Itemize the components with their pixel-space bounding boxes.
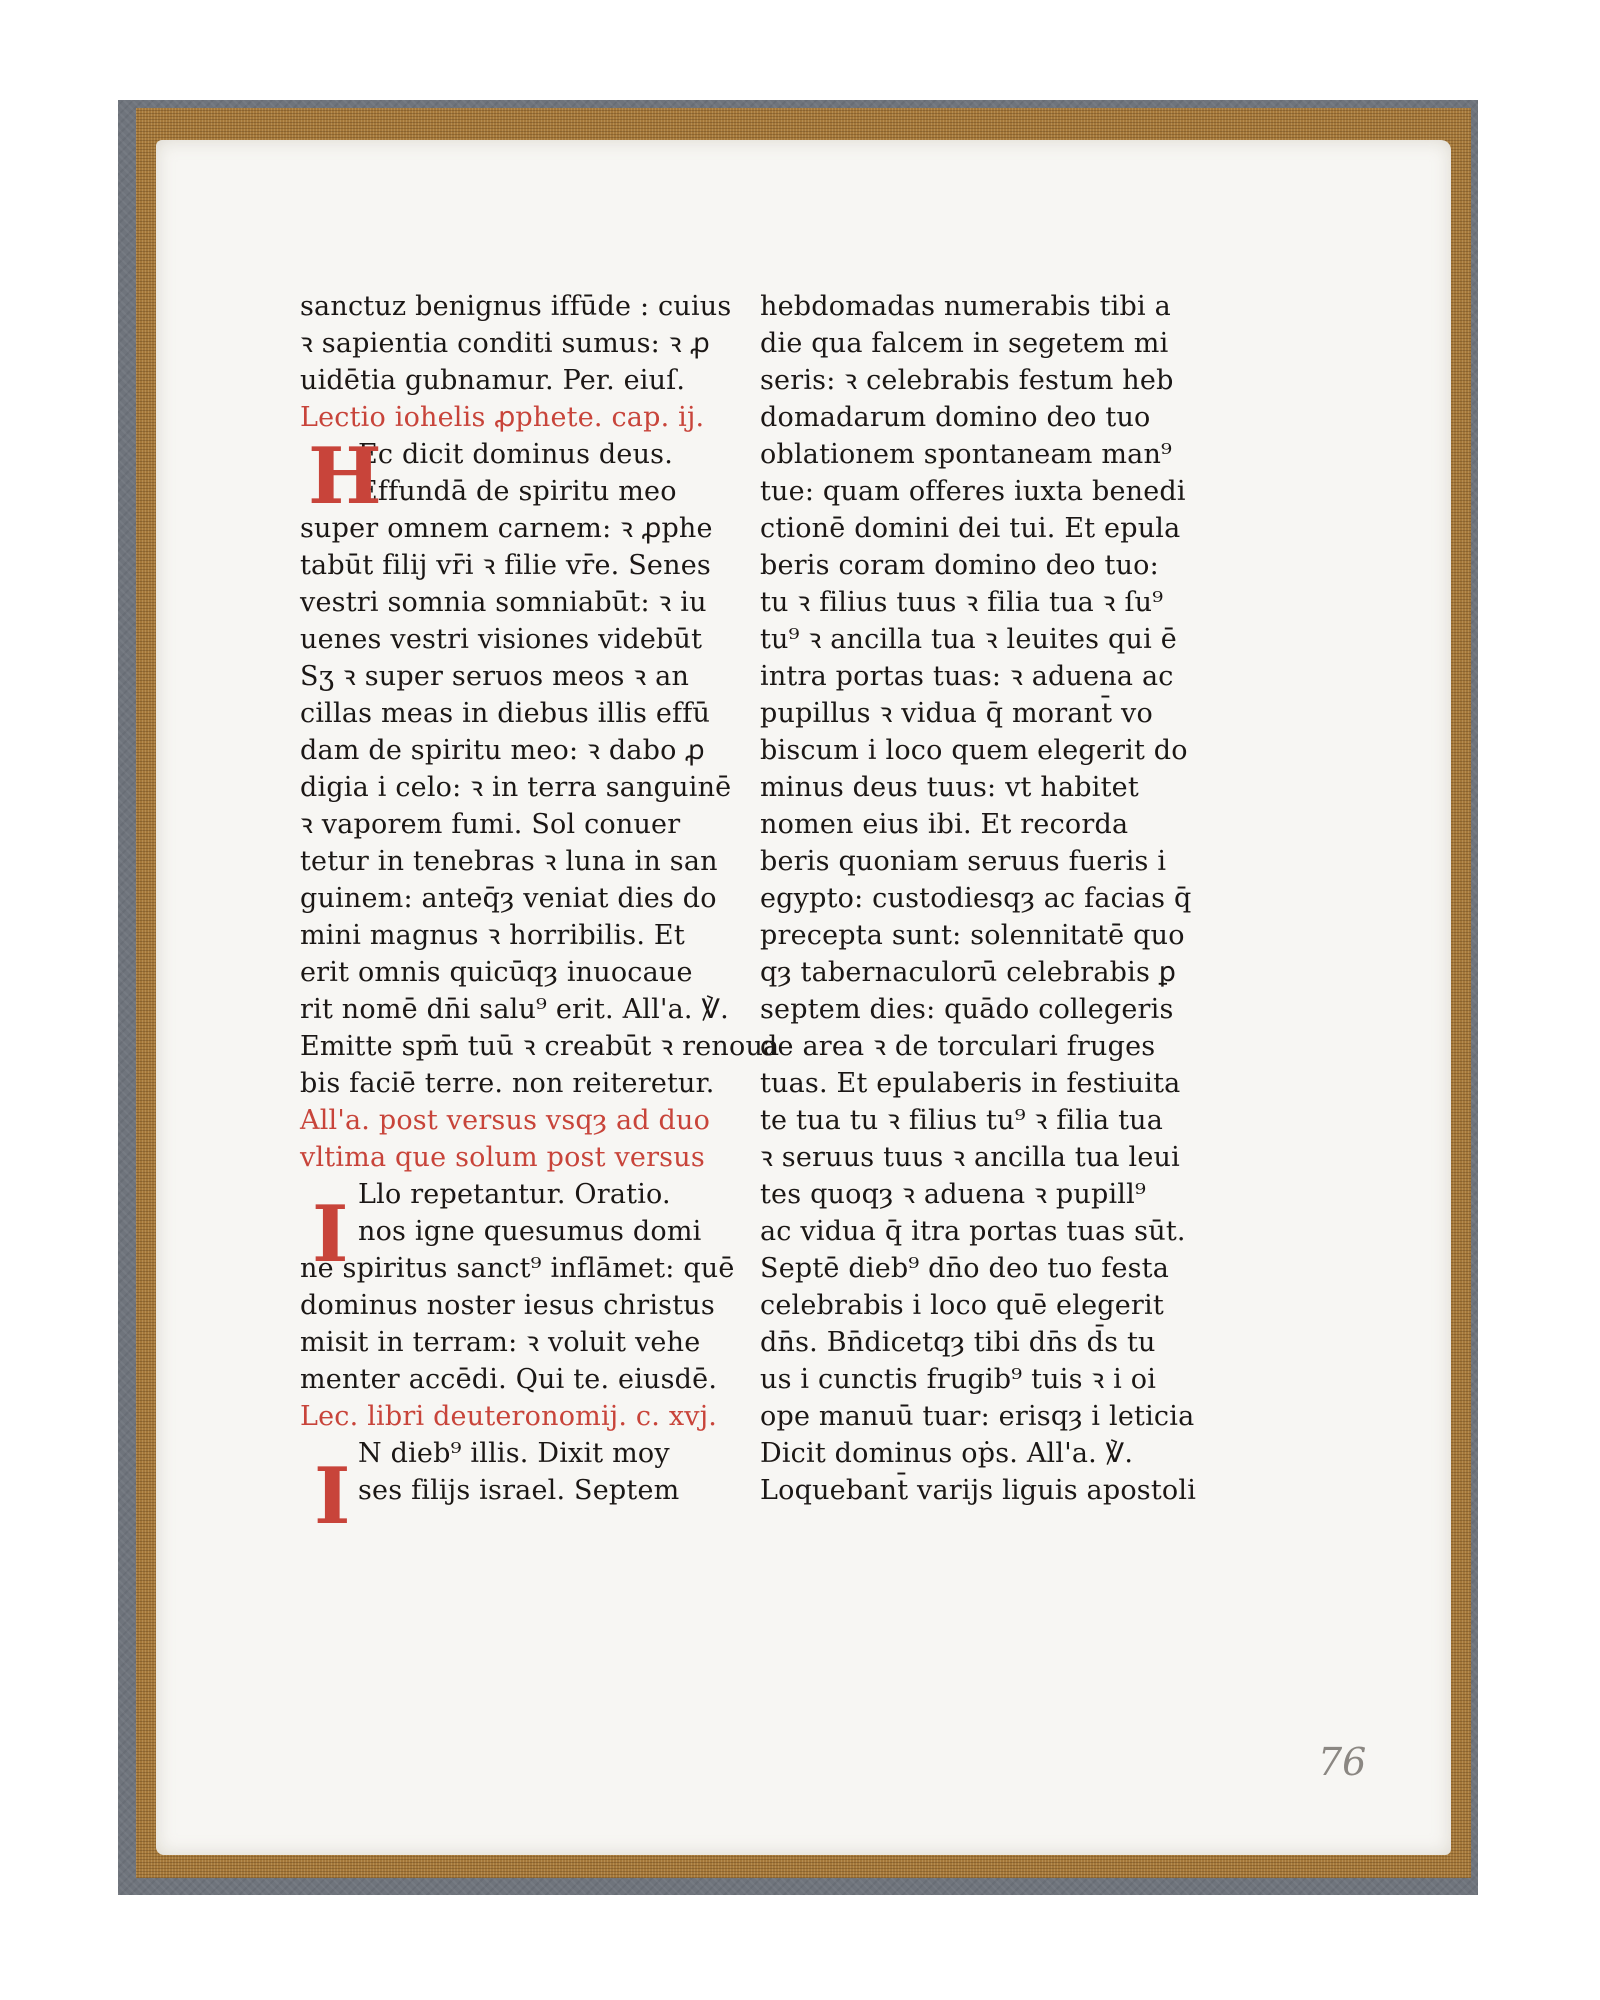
text-line: vestri somnia somniabūt: ꝛ iu bbox=[300, 587, 707, 618]
text-line: tabūt filij vr̄i ꝛ filie vr̄e. Senes bbox=[300, 550, 711, 581]
text-line: intra portas tuas: ꝛ aduena ac bbox=[760, 661, 1174, 692]
right-text-column bbox=[760, 288, 1210, 1509]
text-line: Effundā de spiritu meo bbox=[358, 476, 677, 507]
text-line: minus deus tuus: vt habitet bbox=[760, 772, 1139, 803]
text-line: misit in terram: ꝛ voluit vehe bbox=[300, 1327, 701, 1358]
text-line: die qua falcem in segetem mi bbox=[760, 328, 1169, 359]
text-line: Emitte spm̄ tuū ꝛ creabūt ꝛ renoua bbox=[300, 1031, 780, 1062]
text-line: menter accēdi. Qui te. eiusdē. bbox=[300, 1364, 718, 1395]
text-line: digia i celo: ꝛ in terra sanguinē bbox=[300, 772, 732, 803]
text-line: Lectio iohelis ꝓphete. cap. ij. bbox=[300, 402, 705, 433]
text-line: uenes vestri visiones videbūt bbox=[300, 624, 703, 655]
text-line: mini magnus ꝛ horribilis. Et bbox=[300, 920, 685, 951]
text-line: tetur in tenebras ꝛ luna in san bbox=[300, 846, 718, 877]
text-line: uidētia gubnamur. Per. eiuſ. bbox=[300, 365, 686, 396]
text-line: ope manuū tuar: erisqȝ i leticia bbox=[760, 1401, 1195, 1432]
text-line: All'a. post versus vsqȝ ad duo bbox=[300, 1105, 711, 1136]
text-line: domadarum domino deo tuo bbox=[760, 402, 1151, 433]
text-line: biscum i loco quem elegerit do bbox=[760, 735, 1188, 766]
text-line: tuas. Et epulaberis in festiuita bbox=[760, 1068, 1181, 1099]
text-line: oblationem spontaneam man⁹ bbox=[760, 439, 1173, 470]
text-line: tes quoqȝ ꝛ aduena ꝛ pupill⁹ bbox=[760, 1179, 1147, 1210]
text-line: seris: ꝛ celebrabis festum heb bbox=[760, 365, 1174, 396]
pencil-folio-number: 76 bbox=[1318, 1740, 1367, 1784]
text-line: de area ꝛ de torculari fruges bbox=[760, 1031, 1156, 1062]
text-line: Ec dicit dominus deus. bbox=[358, 439, 674, 470]
text-line: super omnem carnem: ꝛ ꝓphe bbox=[300, 513, 713, 544]
rubricated-initial-i-lectio: I bbox=[314, 1451, 351, 1542]
text-line: Septē dieb⁹ dn̄o deo tuo festa bbox=[760, 1253, 1170, 1284]
text-line: dam de spiritu meo: ꝛ dabo ꝓ bbox=[300, 735, 705, 766]
text-line: qȝ tabernaculorū celebrabis ꝑ bbox=[760, 957, 1177, 988]
text-line: beris quoniam seruus fueris i bbox=[760, 846, 1167, 877]
text-line: dominus noster iesus christus bbox=[300, 1290, 715, 1321]
text-line: N dieb⁹ illis. Dixit moy bbox=[358, 1438, 670, 1469]
text-line: cillas meas in diebus illis effū bbox=[300, 698, 711, 729]
text-line: celebrabis i loco quē elegerit bbox=[760, 1290, 1164, 1321]
text-line: Loquebant̄ varijs liguis apostoli bbox=[760, 1475, 1197, 1506]
text-line: ꝛ seruus tuus ꝛ ancilla tua leui bbox=[760, 1142, 1180, 1173]
text-line: egypto: custodiesqȝ ac facias q̄ bbox=[760, 883, 1192, 914]
text-line: nomen eius ibi. Et recorda bbox=[760, 809, 1129, 840]
text-line: tue: quam offeres iuxta benedi bbox=[760, 476, 1186, 507]
text-line: Llo repetantur. Oratio. bbox=[358, 1179, 671, 1210]
text-line: pupillus ꝛ vidua q̄ morant̄ vo bbox=[760, 698, 1153, 729]
rubricated-initial-i-oratio: I bbox=[312, 1189, 349, 1280]
text-line: te tua tu ꝛ filius tu⁹ ꝛ filia tua bbox=[760, 1105, 1163, 1136]
text-line: Dicit dominus oṗs. All'a. ℣. bbox=[760, 1438, 1134, 1469]
text-line: beris coram domino deo tuo: bbox=[760, 550, 1159, 581]
text-line: ac vidua q̄ itra portas tuas sūt. bbox=[760, 1216, 1186, 1247]
text-line: sanctuz benignus iffūde : cuius bbox=[300, 291, 732, 322]
text-line: Lec. libri deuteronomij. c. xvj. bbox=[300, 1401, 718, 1432]
text-line: tu ꝛ filius tuus ꝛ filia tua ꝛ ſu⁹ bbox=[760, 587, 1164, 618]
text-line: erit omnis quicūqȝ inuocaue bbox=[300, 957, 693, 988]
text-line: precepta sunt: solennitatē quo bbox=[760, 920, 1185, 951]
text-line: Sʒ ꝛ super seruos meos ꝛ an bbox=[300, 661, 690, 692]
text-line: ses filijs israel. Septem bbox=[358, 1475, 680, 1506]
text-line: hebdomadas numerabis tibi a bbox=[760, 291, 1171, 322]
text-line: dn̄s. Bn̄dicetqȝ tibi dn̄s d̄s tu bbox=[760, 1327, 1156, 1358]
text-line: septem dies: quādo collegeris bbox=[760, 994, 1174, 1025]
text-line: ꝛ vaporem fumi. Sol conuer bbox=[300, 809, 681, 840]
text-line: guinem: anteq̄ȝ veniat dies do bbox=[300, 883, 717, 914]
text-line: tu⁹ ꝛ ancilla tua ꝛ leuites qui ē bbox=[760, 624, 1177, 655]
rubricated-initial-h: H bbox=[308, 431, 382, 522]
text-line: rit nomē dn̄i salu⁹ erit. All'a. ℣. bbox=[300, 994, 729, 1025]
text-line: ne spiritus sanct⁹ inflāmet: quē bbox=[300, 1253, 735, 1284]
text-line: us i cunctis frugib⁹ tuis ꝛ i oi bbox=[760, 1364, 1157, 1395]
text-line: ꝛ sapientia conditi sumus: ꝛ ꝓ bbox=[300, 328, 710, 359]
text-line: vltima que solum post versus bbox=[300, 1142, 705, 1173]
text-line: ctionē domini dei tui. Et epula bbox=[760, 513, 1181, 544]
text-line: nos igne quesumus domi bbox=[358, 1216, 702, 1247]
text-line: bis faciē terre. non reiteretur. bbox=[300, 1068, 715, 1099]
